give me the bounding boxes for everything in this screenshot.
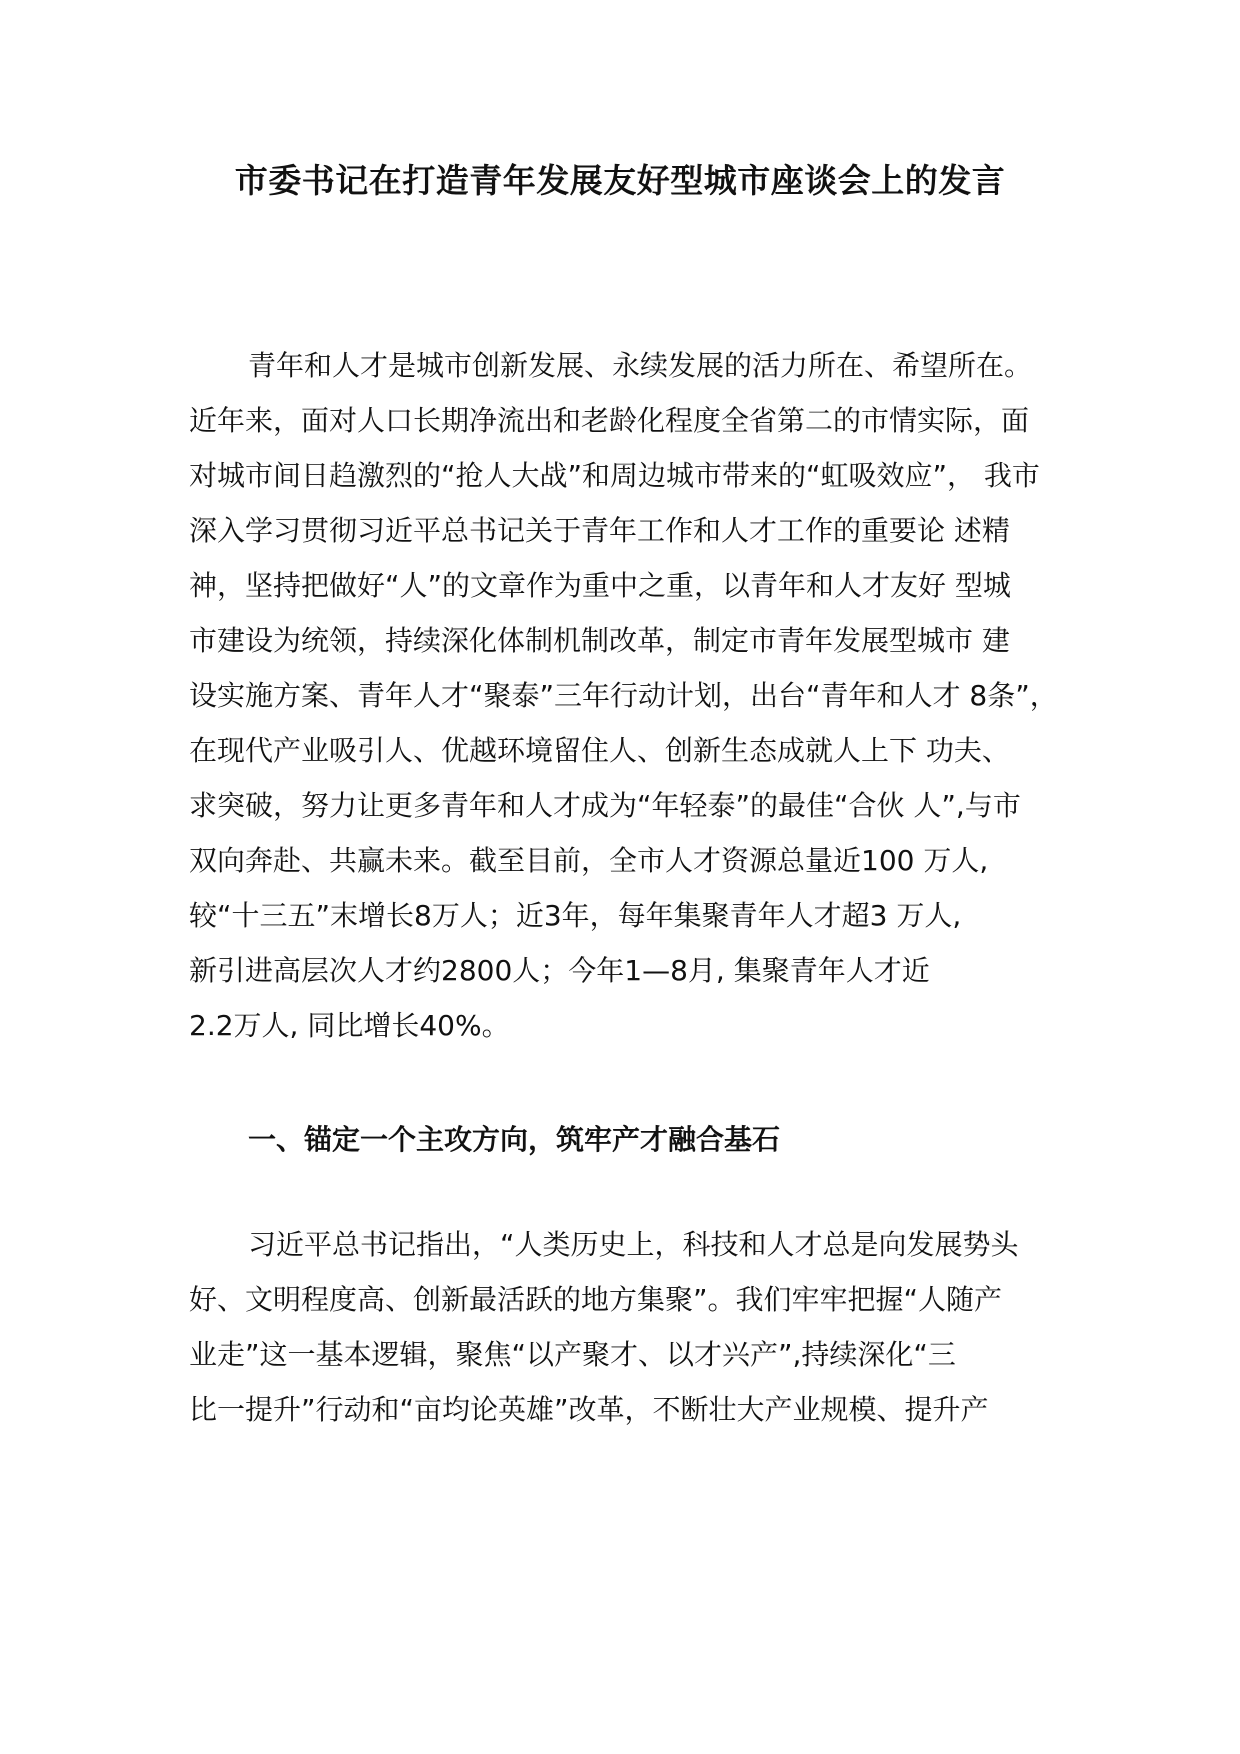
paragraph-line: 习近平总书记指出，“人类历史上，科技和人才总是向发展势头 — [248, 1228, 1019, 1261]
paragraph-line: 较“十三五”末增长8万人；近3年，每年集聚青年人才超3 万人, — [189, 899, 962, 932]
section-heading: 一、锚定一个主攻方向，筑牢产才融合基石 — [248, 1123, 781, 1156]
paragraph-line: 2.2万人, 同比增长40%。 — [189, 1009, 510, 1042]
paragraph-line: 对城市间日趋激烈的“抢人大战”和周边城市带来的“虹吸效应”， 我市 — [189, 459, 1040, 492]
paragraph-line: 神，坚持把做好“人”的文章作为重中之重，以青年和人才友好 型城 — [189, 569, 1011, 602]
paragraph-line: 业走”这一基本逻辑，聚焦“以产聚才、以才兴产”,持续深化“三 — [189, 1338, 956, 1371]
paragraph-line: 青年和人才是城市创新发展、永续发展的活力所在、希望所在。 — [248, 349, 1033, 382]
paragraph-line: 好、文明程度高、创新最活跃的地方集聚”。我们牢牢把握“人随产 — [189, 1283, 1003, 1316]
paragraph-line: 近年来，面对人口长期净流出和老龄化程度全省第二的市情实际，面 — [189, 404, 1030, 437]
paragraph-line: 市建设为统领，持续深化体制机制改革，制定市青年发展型城市 建 — [189, 624, 1010, 657]
paragraph-line: 新引进高层次人才约2800人；今年1—8月, 集聚青年人才近 — [189, 954, 930, 987]
paragraph-line: 双向奔赴、共赢未来。截至目前，全市人才资源总量近100 万人, — [189, 844, 989, 877]
paragraph-line: 深入学习贯彻习近平总书记关于青年工作和人才工作的重要论 述精 — [189, 514, 1010, 547]
paragraph-line: 在现代产业吸引人、优越环境留住人、创新生态成就人上下 功夫、 — [189, 734, 1010, 767]
paragraph-line: 求突破，努力让更多青年和人才成为“年轻泰”的最佳“合伙 人”,与市 — [189, 789, 1021, 822]
paragraph-line: 比一提升”行动和“亩均论英雄”改革，不断壮大产业规模、提升产 — [189, 1393, 989, 1426]
paragraph-line: 设实施方案、青年人才“聚泰”三年行动计划，出台“青年和人才 8条”， — [189, 679, 1058, 712]
document-title: 市委书记在打造青年发展友好型城市座谈会上的发言 — [234, 161, 1006, 200]
